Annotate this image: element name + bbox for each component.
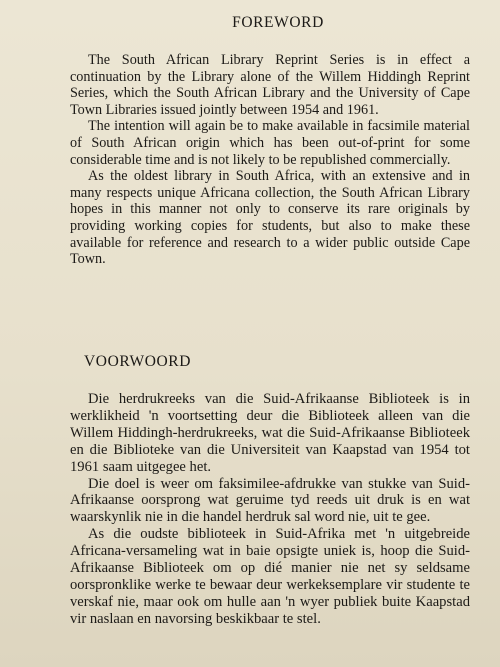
foreword-paragraph-3: As the oldest library in South Africa, with an extensive and in many respects unique Africana collection, the South African Library hopes in this manner not only to conserve its rare originals by providing working copies for students, but also to make these available for reference and research to a wider public outside Cape Town. (70, 168, 470, 268)
voorwoord-paragraph-3: As die oudste biblioteek in Suid-Afrika met 'n uitgebreide Africana-versameling wat in baie opsigte uniek is, hoop die Suid-Afrikaanse Biblioteek om op dié manier nie net sy seldsame oorspronklike werke te bewaar deur werkeksemplare vir studente te verskaf nie, maar ook om hulle aan 'n wyer publiek buite Kaapstad vir naslaan en navorsing beskikbaar te stel. (70, 526, 470, 627)
foreword-paragraph-2: The intention will again be to make available in facsimile material of South African origin which has been out-of-print for some considerable time and is not likely to be republished commercially. (70, 118, 470, 168)
voorwoord-section (70, 353, 470, 628)
foreword-title: FOREWORD (232, 14, 324, 31)
voorwoord-paragraph-2: Die doel is weer om faksimilee-afdrukke van stukke van Suid-Afrikaanse oorsprong wat geruime tyd reeds uit druk is en wat waarskynlik nie in die handel herdruk sal word nie, uit te gee. (70, 475, 470, 526)
foreword-section (70, 14, 470, 268)
voorwoord-title: VOORWOORD (84, 353, 192, 370)
voorwoord-paragraph-1: Die herdrukreeks van die Suid-Afrikaanse Biblioteek is in werklikheid 'n voortsetting deur die Biblioteek alleen van die Willem Hiddingh-herdrukreeks, wat die Suid-Afrikaanse Biblioteek en die Biblioteke van die Universiteit van Kaapstad van 1954 tot 1961 saam uitgegee het. (70, 391, 470, 475)
foreword-paragraph-1: The South African Library Reprint Series is in effect a continuation by the Library alone of the Willem Hiddingh Reprint Series, which the South African Library and the University of Cape Town Libraries issued jointly between 1954 and 1961. (70, 52, 470, 118)
